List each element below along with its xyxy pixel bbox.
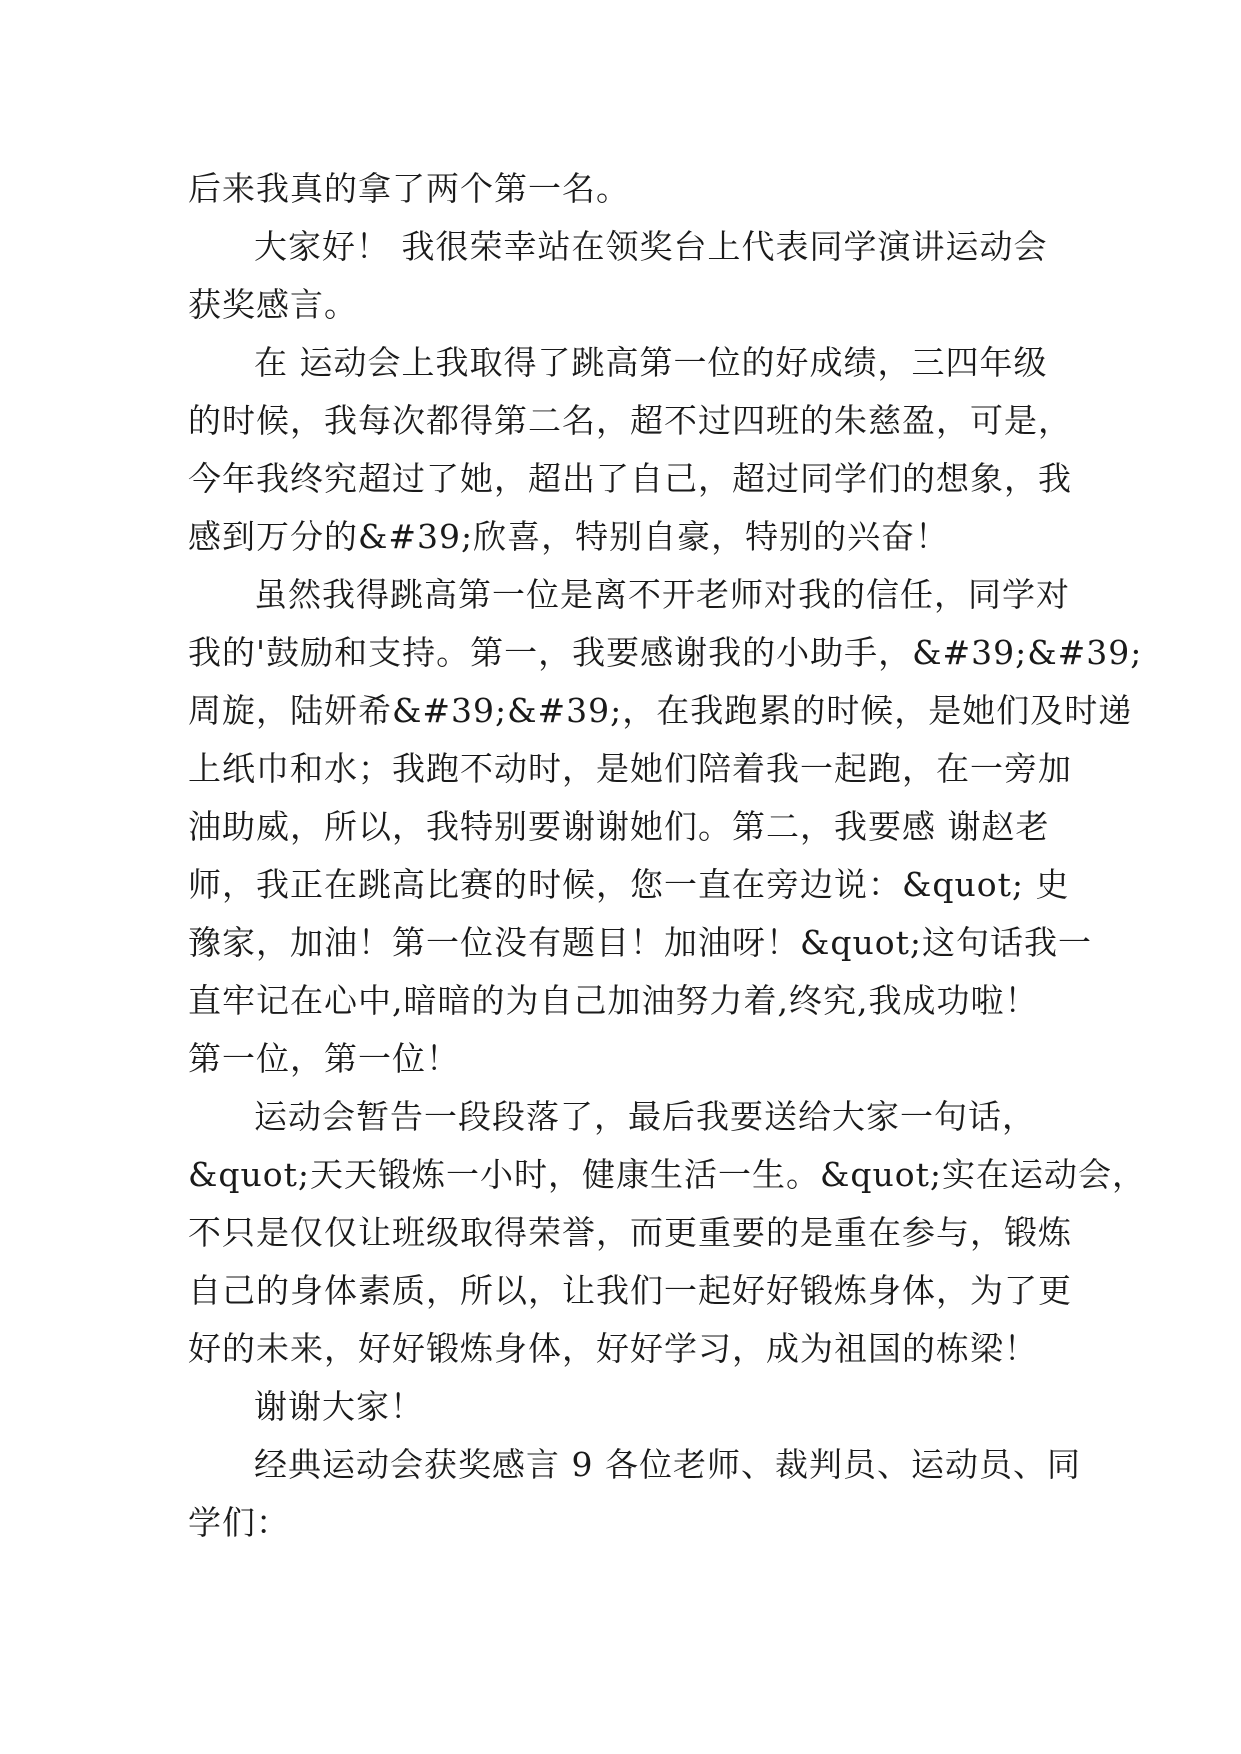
text-line-6: 感到万分的&#39;欣喜，特别自豪，特别的兴奋！	[188, 517, 950, 556]
text-line-2: 获奖感言。	[188, 285, 358, 324]
text-line-5: 今年我终究超过了她，超出了自己，超过同学们的想象，我	[188, 459, 1072, 498]
document-body	[188, 160, 1146, 1552]
text-line-10: 上纸巾和水；我跑不动时，是她们陪着我一起跑，在一旁加	[188, 749, 1072, 788]
text-line-11: 油助威，所以，我特别要谢谢她们。第二，我要感 谢赵老	[188, 807, 1050, 846]
text-line-16: 运动会暂告一段段落了，最后我要送给大家一句话，	[254, 1097, 1036, 1136]
text-line-3: 在 运动会上我取得了跳高第一位的好成绩，三四年级	[254, 343, 1048, 382]
text-line-21: 谢谢大家！	[254, 1387, 424, 1426]
text-line-20: 好的未来，好好锻炼身体，好好学习，成为祖国的栋梁！	[188, 1329, 1038, 1368]
text-line-22: 经典运动会获奖感言 9 各位老师、裁判员、运动员、同	[254, 1445, 1081, 1484]
text-line-23: 学们：	[188, 1503, 290, 1542]
text-line-14: 直牢记在心中,暗暗的为自己加油努力着,终究,我成功啦！	[188, 981, 1039, 1020]
text-line-13: 豫家，加油！第一位没有题目！加油呀！&quot;这句话我一	[188, 923, 1092, 962]
text-line-12: 师，我正在跳高比赛的时候，您一直在旁边说：&quot; 史	[188, 865, 1070, 904]
text-line-7: 虽然我得跳高第一位是离不开老师对我的信任，同学对	[254, 575, 1070, 614]
text-line-17: &quot;天天锻炼一小时，健康生活一生。&quot;实在运动会，	[188, 1155, 1146, 1194]
text-line-15: 第一位，第一位！	[188, 1039, 460, 1078]
text-line-18: 不只是仅仅让班级取得荣誉，而更重要的是重在参与，锻炼	[188, 1213, 1072, 1252]
text-line-4: 的时候，我每次都得第二名，超不过四班的朱慈盈，可是，	[188, 401, 1072, 440]
text-line-1: 大家好！ 我很荣幸站在领奖台上代表同学演讲运动会	[254, 227, 1048, 266]
text-line-9: 周旋，陆妍希&#39;&#39;，在我跑累的时候，是她们及时递	[188, 691, 1133, 730]
text-line-0: 后来我真的拿了两个第一名。	[188, 169, 630, 208]
text-line-8: 我的'鼓励和支持。第一，我要感谢我的小助手，&#39;&#39;	[188, 633, 1143, 672]
text-line-19: 自己的身体素质，所以，让我们一起好好锻炼身体，为了更	[188, 1271, 1072, 1310]
